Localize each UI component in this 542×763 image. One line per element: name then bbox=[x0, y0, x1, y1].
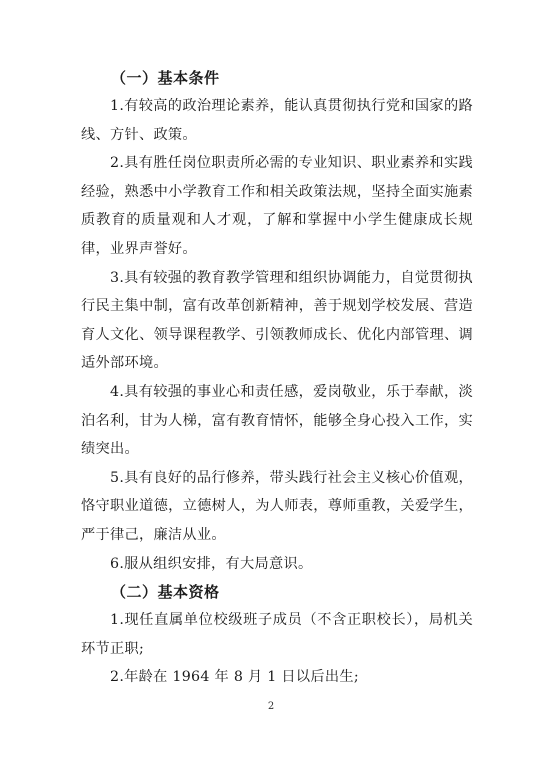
page-number: 2 bbox=[267, 701, 275, 712]
section-heading-basic-conditions: （一）基本条件 bbox=[111, 69, 220, 87]
document-body bbox=[81, 64, 473, 692]
condition-item-5: 5.具有良好的品行修养，带头践行社会主义核心价值观，恪守职业道德，立德树人，为人师表，尊师重教，关爱学生，严于律己，廉洁从业。 bbox=[81, 469, 473, 543]
qualification-item-1: 1.现任直属单位校级班子成员（不含正职校长），局机关环节正职; bbox=[81, 612, 473, 657]
condition-item-2: 2.具有胜任岗位职责所必需的专业知识、职业素养和实践经验，熟悉中小学教育工作和相关政策法规，坚持全面实施素质教育的质量观和人才观，了解和掌握中小学生健康成长规律，业界声誉好。 bbox=[81, 155, 473, 257]
qualification-item-2: 2.年龄在 1964 年 8 月 1 日以后出生; bbox=[110, 669, 359, 686]
condition-item-6: 6.服从组织安排，有大局意识。 bbox=[110, 555, 313, 572]
section-heading-basic-qualifications: （二）基本资格 bbox=[111, 583, 220, 602]
condition-item-3: 3.具有较强的教育教学管理和组织协调能力，自觉贯彻执行民主集中制，富有改革创新精神，善于规划学校发展、营造育人文化、领导课程教学、引领教师成长、优化内部管理、调适外部环境。 bbox=[81, 269, 473, 372]
condition-item-4: 4.具有较强的事业心和责任感，爱岗敬业，乐于奉献，淡泊名利，甘为人梯，富有教育情怀，能够全身心投入工作，实绩突出。 bbox=[81, 383, 473, 458]
condition-item-1: 1.有较高的政治理论素养，能认真贯彻执行党和国家的路线、方针、政策。 bbox=[81, 98, 473, 143]
